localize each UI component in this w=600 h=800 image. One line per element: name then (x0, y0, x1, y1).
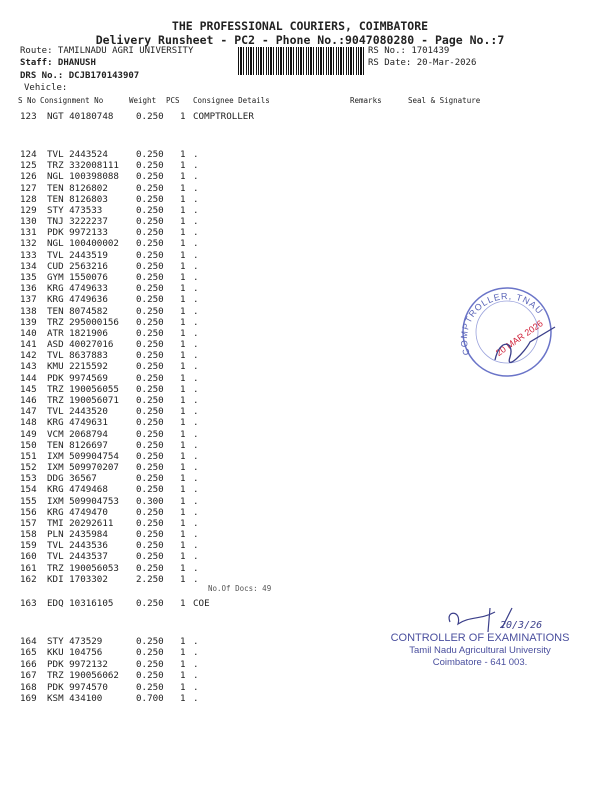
cell-det: . (193, 294, 199, 306)
cell-pcs: 1 (180, 495, 186, 507)
cell-wt: 0.250 (136, 406, 164, 418)
cell-wt: 0.300 (136, 495, 164, 507)
cell-cno: KRG 4749631 (47, 417, 108, 429)
company-title: THE PROFESSIONAL COURIERS, COIMBATORE (171, 19, 429, 33)
cell-cno: NGL 100398088 (47, 171, 119, 183)
cell-sno: 145 (20, 383, 37, 395)
cell-sno: 135 (20, 271, 37, 283)
col-consignment: Consignment No (40, 96, 104, 105)
cell-cno: KRG 4749636 (47, 294, 108, 306)
cell-pcs: 1 (180, 439, 186, 451)
cell-sno: 165 (20, 647, 37, 659)
cell-cno: TMI 20292611 (47, 517, 114, 529)
cell-pcs: 1 (180, 327, 186, 339)
cell-sno: 137 (20, 294, 37, 306)
coe-line2: Tamil Nadu Agricultural University (409, 645, 551, 656)
cell-cno: TRZ 295000156 (47, 316, 119, 328)
cell-wt: 0.250 (136, 339, 164, 351)
cell-cno: NGL 100400002 (47, 238, 119, 250)
cell-pcs: 1 (180, 562, 186, 574)
cell-det: . (193, 484, 199, 496)
cell-cno: PDK 9972133 (47, 227, 108, 239)
cell-sno: 126 (20, 171, 37, 183)
cell-wt: 0.250 (136, 216, 164, 228)
cell-cno: KRG 4749633 (47, 283, 108, 295)
barcode (238, 47, 366, 75)
cell-wt: 0.250 (136, 529, 164, 541)
cell-pcs: 1 (180, 350, 186, 362)
cell-wt: 0.250 (136, 182, 164, 194)
cell-pcs: 1 (180, 316, 186, 328)
cell-wt: 0.250 (136, 462, 164, 474)
cell-wt: 0.250 (136, 562, 164, 574)
cell-pcs: 1 (180, 517, 186, 529)
cell-cno: DDG 36567 (47, 473, 97, 485)
cell-wt: 0.250 (136, 316, 164, 328)
cell-det: . (193, 182, 199, 194)
cell-sno: 159 (20, 540, 37, 552)
cell-pcs: 1 (180, 383, 186, 395)
cell-pcs: 1 (180, 394, 186, 406)
cell-det: . (193, 327, 199, 339)
cell-det: . (193, 339, 199, 351)
cell-det: COE (193, 598, 210, 609)
cell-det: . (193, 271, 199, 283)
cell-det: . (193, 517, 199, 529)
cell-pcs: 1 (180, 227, 186, 239)
cell-det: . (193, 647, 199, 659)
cell-pcs: 1 (180, 506, 186, 518)
cell-wt: 0.250 (136, 305, 164, 317)
cell-pcs: 1 (180, 529, 186, 541)
cell-sno: 146 (20, 394, 37, 406)
cell-pcs: 1 (180, 636, 186, 647)
cell-det: . (193, 406, 199, 418)
cell-wt: 0.250 (136, 598, 164, 609)
cell-pcs: 1 (180, 573, 186, 585)
cell-pcs: 1 (180, 693, 186, 704)
cell-det: . (193, 551, 199, 563)
cell-pcs: 1 (180, 171, 186, 183)
cell-wt: 0.250 (136, 473, 164, 485)
cell-det: . (193, 383, 199, 395)
cell-pcs: 1 (180, 216, 186, 228)
cell-pcs: 1 (180, 647, 186, 659)
cell-det: . (193, 428, 199, 440)
cell-det: . (193, 372, 199, 384)
cell-wt: 0.250 (136, 428, 164, 440)
cell-sno: 131 (20, 227, 37, 239)
cell-wt: 0.250 (136, 647, 164, 659)
cell-cno: TVL 2443537 (47, 551, 108, 563)
col-remarks: Remarks (350, 96, 382, 105)
cell-cno: VCM 2068794 (47, 428, 108, 440)
cell-cno: EDQ 10316105 (47, 598, 114, 609)
cell-wt: 0.250 (136, 439, 164, 451)
cell-cno: TEN 8074582 (47, 305, 108, 317)
cell-pcs: 1 (180, 149, 186, 160)
drs-no: DRS No.: DCJB170143907 (20, 71, 140, 81)
cell-pcs: 1 (180, 484, 186, 496)
cell-sno: 149 (20, 428, 37, 440)
cell-wt: 0.250 (136, 160, 164, 172)
col-seal: Seal & Signature (408, 96, 481, 105)
cell-pcs: 1 (180, 681, 186, 693)
coe-line1: CONTROLLER OF EXAMINATIONS (390, 632, 570, 644)
cell-cno: TNJ 3222237 (47, 216, 108, 228)
cell-pcs: 1 (180, 294, 186, 306)
cell-det: . (193, 160, 199, 172)
cell-cno: IXM 509904753 (47, 495, 119, 507)
cell-cno: KMU 2215592 (47, 361, 108, 373)
cell-pcs: 1 (180, 249, 186, 261)
runsheet-title: Delivery Runsheet - PC2 - Phone No.:9047080280 - Page No.:7 (95, 33, 505, 47)
cell-det: . (193, 473, 199, 485)
cell-wt: 0.250 (136, 450, 164, 462)
cell-det: . (193, 260, 199, 272)
cell-wt: 0.250 (136, 540, 164, 552)
cell-det: . (193, 681, 199, 693)
cell-sno: 128 (20, 193, 37, 205)
cell-wt: 0.250 (136, 171, 164, 183)
cell-det: . (193, 540, 199, 552)
cell-wt: 0.250 (136, 227, 164, 239)
coe-date-note: 20/3/26 (500, 620, 543, 631)
cell-wt: 0.250 (136, 361, 164, 373)
cell-pcs: 1 (180, 417, 186, 429)
cell-wt: 0.250 (136, 551, 164, 563)
cell-sno: 153 (20, 473, 37, 485)
cell-det: . (193, 305, 199, 317)
cell-cno: KRG 4749468 (47, 484, 108, 496)
cell-cno: CUD 2563216 (47, 260, 108, 272)
cell-det: . (193, 495, 199, 507)
cell-wt: 0.250 (136, 238, 164, 250)
cell-wt: 0.250 (136, 271, 164, 283)
cell-pcs: 1 (180, 598, 186, 609)
cell-pcs: 1 (180, 406, 186, 418)
cell-pcs: 1 (180, 283, 186, 295)
cell-wt: 0.250 (136, 372, 164, 384)
cell-cno: TRZ 332008111 (47, 160, 119, 172)
cell-cno: IXM 509970207 (47, 462, 119, 474)
cell-pcs: 1 (180, 670, 186, 682)
cell-wt: 0.250 (136, 658, 164, 670)
cell-sno: 150 (20, 439, 37, 451)
cell-wt: 0.250 (136, 394, 164, 406)
cell-wt: 0.250 (136, 517, 164, 529)
cell-sno: 164 (20, 636, 37, 647)
cell-sno: 148 (20, 417, 37, 429)
cell-det: . (193, 670, 199, 682)
cell-det: . (193, 529, 199, 541)
cell-cno: TRZ 190056071 (47, 394, 119, 406)
cell-cno: NGT 40180748 (47, 111, 114, 122)
cell-cno: TVL 8637883 (47, 350, 108, 362)
cell-sno: 147 (20, 406, 37, 418)
cell-cno: IXM 509904754 (47, 450, 119, 462)
cell-pcs: 1 (180, 260, 186, 272)
cell-cno: PDK 9972132 (47, 658, 108, 670)
vehicle: Vehicle: (24, 83, 68, 93)
cell-sno: 141 (20, 339, 37, 351)
cell-det: . (193, 193, 199, 205)
cell-pcs: 1 (180, 473, 186, 485)
cell-det: . (193, 249, 199, 261)
cell-det: . (193, 636, 199, 647)
cell-wt: 0.250 (136, 670, 164, 682)
cell-wt: 0.250 (136, 636, 164, 647)
cell-wt: 0.250 (136, 417, 164, 429)
cell-det: . (193, 439, 199, 451)
docs-count: No.Of Docs: 49 (208, 584, 272, 593)
stamp-date: 20 MAR 2026 (493, 318, 545, 358)
cell-cno: TEN 8126803 (47, 193, 108, 205)
rs-date: RS Date: 20-Mar-2026 (368, 58, 477, 68)
cell-wt: 0.250 (136, 484, 164, 496)
cell-wt: 0.250 (136, 383, 164, 395)
cell-sno: 133 (20, 249, 37, 261)
cell-wt: 0.250 (136, 111, 164, 122)
col-details: Consignee Details (193, 96, 270, 105)
cell-det: . (193, 149, 199, 160)
col-weight: Weight (129, 96, 157, 105)
cell-det: . (193, 450, 199, 462)
cell-det: . (193, 227, 199, 239)
cell-det: COMPTROLLER (193, 111, 254, 122)
cell-cno: TEN 8126802 (47, 182, 108, 194)
cell-pcs: 1 (180, 372, 186, 384)
cell-det: . (193, 562, 199, 574)
cell-sno: 142 (20, 350, 37, 362)
cell-cno: TEN 8126697 (47, 439, 108, 451)
cell-sno: 163 (20, 598, 37, 609)
cell-sno: 166 (20, 658, 37, 670)
stamp-ring-label: COMPTROLLER, TNAU (458, 290, 546, 357)
cell-sno: 143 (20, 361, 37, 373)
cell-cno: STY 473533 (47, 204, 103, 216)
cell-pcs: 1 (180, 551, 186, 563)
cell-det: . (193, 417, 199, 429)
cell-det: . (193, 462, 199, 474)
cell-sno: 130 (20, 216, 37, 228)
cell-wt: 0.250 (136, 260, 164, 272)
cell-pcs: 1 (180, 361, 186, 373)
cell-cno: KDI 1703302 (47, 573, 108, 585)
comptroller-stamp (455, 282, 560, 382)
cell-wt: 0.250 (136, 204, 164, 216)
cell-pcs: 1 (180, 305, 186, 317)
cell-pcs: 1 (180, 428, 186, 440)
cell-wt: 0.250 (136, 327, 164, 339)
cell-pcs: 1 (180, 204, 186, 216)
cell-pcs: 1 (180, 160, 186, 172)
cell-pcs: 1 (180, 339, 186, 351)
cell-sno: 129 (20, 204, 37, 216)
cell-det: . (193, 216, 199, 228)
cell-cno: PLN 2435984 (47, 529, 108, 541)
cell-det: . (193, 283, 199, 295)
cell-det: . (193, 693, 199, 704)
cell-sno: 136 (20, 283, 37, 295)
cell-det: . (193, 204, 199, 216)
cell-sno: 158 (20, 529, 37, 541)
cell-pcs: 1 (180, 182, 186, 194)
cell-sno: 154 (20, 484, 37, 496)
coe-signature (440, 602, 560, 636)
staff: Staff: DHANUSH (20, 58, 96, 68)
cell-sno: 168 (20, 681, 37, 693)
cell-wt: 0.250 (136, 283, 164, 295)
cell-sno: 132 (20, 238, 37, 250)
cell-det: . (193, 361, 199, 373)
cell-sno: 127 (20, 182, 37, 194)
cell-wt: 0.250 (136, 249, 164, 261)
cell-pcs: 1 (180, 658, 186, 670)
cell-sno: 155 (20, 495, 37, 507)
cell-cno: ASD 40027016 (47, 339, 114, 351)
col-sno: S No (18, 96, 37, 105)
cell-sno: 134 (20, 260, 37, 272)
cell-sno: 169 (20, 693, 37, 704)
cell-cno: KRG 4749470 (47, 506, 108, 518)
cell-pcs: 1 (180, 450, 186, 462)
cell-det: . (193, 658, 199, 670)
cell-cno: PDK 9974569 (47, 372, 108, 384)
cell-sno: 138 (20, 305, 37, 317)
cell-pcs: 1 (180, 111, 186, 122)
cell-cno: TRZ 190056062 (47, 670, 119, 682)
cell-wt: 0.250 (136, 149, 164, 160)
cell-pcs: 1 (180, 462, 186, 474)
coe-line3: Coimbatore - 641 003. (432, 657, 528, 668)
cell-cno: GYM 1550076 (47, 271, 108, 283)
cell-sno: 156 (20, 506, 37, 518)
cell-sno: 161 (20, 562, 37, 574)
cell-sno: 123 (20, 111, 37, 122)
cell-sno: 144 (20, 372, 37, 384)
cell-det: . (193, 394, 199, 406)
cell-sno: 160 (20, 551, 37, 563)
cell-sno: 152 (20, 462, 37, 474)
cell-sno: 151 (20, 450, 37, 462)
cell-wt: 0.250 (136, 294, 164, 306)
rs-no: RS No.: 1701439 (368, 46, 450, 56)
cell-cno: TVL 2443519 (47, 249, 108, 261)
cell-pcs: 1 (180, 271, 186, 283)
cell-cno: PDK 9974570 (47, 681, 108, 693)
cell-cno: KKU 104756 (47, 647, 103, 659)
cell-wt: 2.250 (136, 573, 164, 585)
cell-sno: 125 (20, 160, 37, 172)
cell-cno: TVL 2443536 (47, 540, 108, 552)
cell-sno: 140 (20, 327, 37, 339)
route: Route: TAMILNADU AGRI UNIVERSITY (20, 46, 194, 56)
cell-wt: 0.700 (136, 693, 164, 704)
cell-cno: ATR 1821906 (47, 327, 108, 339)
cell-det: . (193, 171, 199, 183)
cell-pcs: 1 (180, 193, 186, 205)
cell-cno: TVL 2443524 (47, 149, 108, 160)
cell-cno: TRZ 190056055 (47, 383, 119, 395)
cell-det: . (193, 506, 199, 518)
cell-sno: 124 (20, 149, 37, 160)
cell-sno: 139 (20, 316, 37, 328)
cell-det: . (193, 316, 199, 328)
cell-pcs: 1 (180, 238, 186, 250)
cell-cno: TVL 2443520 (47, 406, 108, 418)
cell-sno: 167 (20, 670, 37, 682)
cell-cno: KSM 434100 (47, 693, 103, 704)
cell-det: . (193, 350, 199, 362)
cell-sno: 157 (20, 517, 37, 529)
cell-pcs: 1 (180, 540, 186, 552)
cell-wt: 0.250 (136, 681, 164, 693)
cell-wt: 0.250 (136, 350, 164, 362)
cell-det: . (193, 238, 199, 250)
cell-wt: 0.250 (136, 506, 164, 518)
col-pcs: PCS (166, 96, 180, 105)
cell-cno: STY 473529 (47, 636, 103, 647)
cell-det: . (193, 573, 199, 585)
cell-sno: 162 (20, 573, 37, 585)
cell-cno: TRZ 190056053 (47, 562, 119, 574)
cell-wt: 0.250 (136, 193, 164, 205)
